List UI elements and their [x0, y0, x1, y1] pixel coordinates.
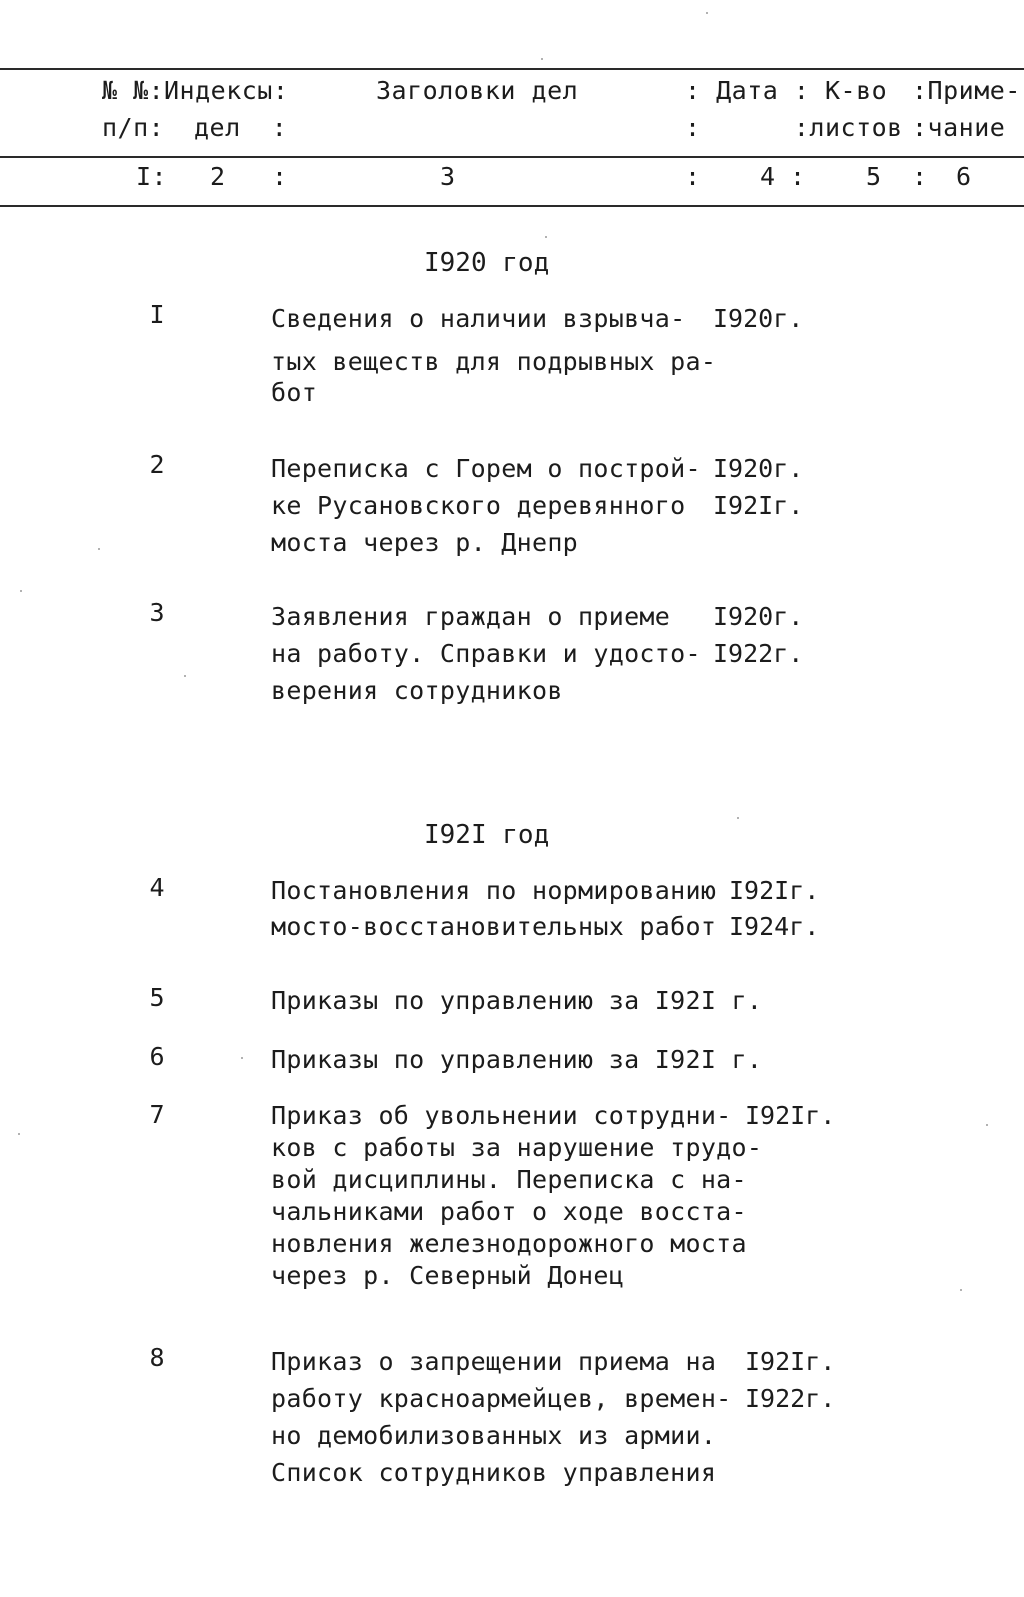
header-num-1: I: — [136, 162, 168, 191]
header-top-rule — [0, 68, 1024, 70]
scan-speck — [18, 1133, 20, 1135]
record-number: 4 — [149, 873, 165, 902]
record-title-line: новления железнодорожного моста — [271, 1229, 747, 1258]
record-dates — [745, 1100, 835, 1132]
record-title-line: на работу. Справки и удосто- — [271, 639, 701, 668]
record-number: 3 — [149, 598, 165, 627]
scan-speck — [541, 58, 543, 60]
header-num-4: 4 — [760, 162, 776, 191]
header-col-number-line2: п/п: — [102, 113, 165, 142]
scan-speck — [545, 236, 547, 238]
scan-speck — [184, 675, 186, 677]
header-middle-rule — [0, 156, 1024, 158]
record-title — [271, 873, 717, 945]
header-num-6: 6 — [956, 162, 972, 191]
record-dates — [713, 598, 803, 672]
record-date: I924г. — [729, 912, 820, 941]
record-title-line: Приказ о запрещении приема на — [271, 1347, 717, 1376]
record-title-line: Список сотрудников управления — [271, 1458, 717, 1487]
record-title-line: Приказы по управлению за I92I г. — [271, 1045, 763, 1074]
record-date: I922г. — [745, 1384, 836, 1413]
record-title-line: бот — [271, 378, 318, 407]
record-title-line: верения сотрудников — [271, 676, 563, 705]
record-date: I92Iг. — [745, 1101, 836, 1130]
header-col-note-line2: :чание — [912, 113, 1006, 142]
record-number: 2 — [149, 450, 165, 479]
record-title-line: моста через р. Днепр — [271, 528, 579, 557]
record-date: I922г. — [713, 639, 804, 668]
record-date: I92Iг. — [745, 1347, 836, 1376]
header-sep-3: : — [685, 162, 701, 191]
header-num-2: 2 — [210, 162, 226, 191]
year-heading-1920: I920 год — [424, 248, 550, 278]
record-title — [271, 1100, 763, 1292]
record-title-line: но демобилизованных из армии. — [271, 1421, 717, 1450]
record-title-line: тых веществ для подрывных ра- — [271, 347, 717, 376]
record-title-line: вой дисциплины. Переписка с на- — [271, 1165, 747, 1194]
record-date: I92Iг. — [713, 491, 804, 520]
record-dates — [713, 450, 803, 524]
record-dates — [745, 1343, 835, 1417]
scan-speck — [706, 12, 708, 14]
record-title-line: чальниками работ о ходе восста- — [271, 1197, 747, 1226]
header-col-date-count-line1: : Дата : К-во — [685, 76, 888, 105]
record-title-line: ков с работы за нарушение трудо- — [271, 1133, 763, 1162]
scan-speck — [20, 590, 22, 592]
record-title-line: Переписка с Горем о построй- — [271, 454, 701, 483]
header-col-titles: Заголовки дел — [376, 76, 579, 105]
header-col-number-line1: № №: — [102, 76, 165, 105]
scan-speck — [241, 1057, 243, 1059]
record-number: I — [149, 300, 165, 329]
record-title — [271, 1343, 741, 1491]
record-title-line: Приказ об увольнении сотрудни- — [271, 1101, 732, 1130]
record-number: 8 — [149, 1343, 165, 1372]
record-title-line: через р. Северный Донец — [271, 1261, 625, 1290]
record-title-line: Приказы по управлению за I92I г. — [271, 986, 763, 1015]
record-title — [271, 1042, 791, 1078]
record-title-line: ке Русановского деревянного — [271, 491, 686, 520]
scan-speck — [737, 817, 739, 819]
record-date: I920г. — [713, 454, 804, 483]
header-sep-5: : — [912, 162, 928, 191]
record-title-line: работу красноармейцев, времен- — [271, 1384, 732, 1413]
record-title-line: Постановления по нормированию — [271, 876, 717, 905]
header-col-note-line1: :Приме- — [912, 76, 1021, 105]
header-col-index-line1: Индексы: — [164, 76, 289, 105]
record-date: I920г. — [713, 304, 804, 333]
record-title-line: Заявления граждан о приеме — [271, 602, 671, 631]
record-title-line: Сведения о наличии взрывча- — [271, 304, 686, 333]
header-col-index-line2: дел : — [194, 113, 288, 142]
header-sep-4: : — [790, 162, 806, 191]
record-number: 5 — [149, 983, 165, 1012]
record-title — [271, 450, 711, 561]
scan-speck — [960, 1289, 962, 1291]
header-num-3: 3 — [440, 162, 456, 191]
header-bottom-rule — [0, 205, 1024, 207]
record-number: 7 — [149, 1100, 165, 1129]
header-num-5: 5 — [866, 162, 882, 191]
record-title — [271, 300, 717, 408]
record-dates — [713, 300, 803, 338]
record-title — [271, 598, 711, 709]
record-title — [271, 983, 791, 1019]
record-date: I920г. — [713, 602, 804, 631]
year-heading-1921: I92I год — [424, 820, 550, 850]
header-sep-2: : — [272, 162, 288, 191]
scan-speck — [98, 548, 100, 550]
record-number: 6 — [149, 1042, 165, 1071]
record-date: I92Iг. — [729, 876, 820, 905]
scan-speck — [986, 1124, 988, 1126]
header-col-date-count-line2: : :листов — [685, 113, 903, 142]
record-title-line: мосто-восстановительных работ — [271, 912, 717, 941]
record-dates — [729, 873, 819, 945]
